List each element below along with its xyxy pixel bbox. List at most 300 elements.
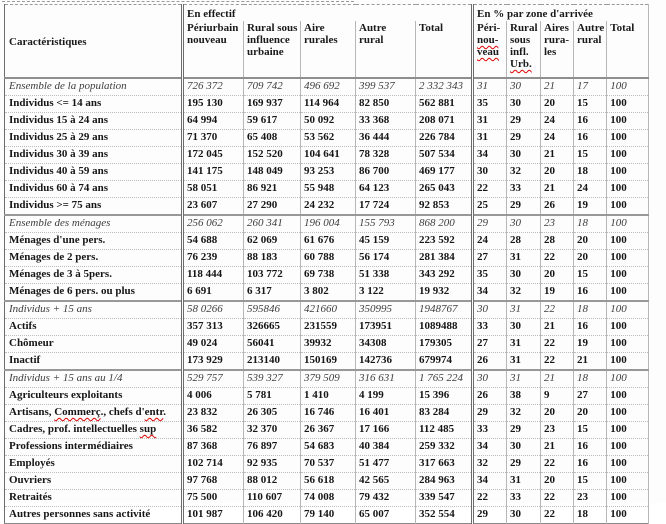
count-cell: 36 582 — [183, 422, 244, 439]
percent-cell: 29 — [473, 215, 507, 233]
column-header: Total — [607, 21, 649, 78]
percent-cell: 34 — [473, 147, 507, 164]
row-label: Agriculteurs exploitants — [5, 388, 183, 405]
percent-cell: 23 — [541, 215, 574, 233]
count-cell: 64 123 — [356, 181, 416, 198]
spellcheck-word: Commerç — [54, 406, 101, 418]
count-cell: 64 994 — [183, 113, 244, 130]
count-cell: 196 004 — [301, 215, 356, 233]
percent-cell: 29 — [473, 507, 507, 524]
row-label: Individus + 15 ans — [5, 301, 183, 319]
percent-cell: 100 — [607, 336, 649, 353]
percent-cell: 33 — [473, 422, 507, 439]
count-cell: 23 607 — [183, 198, 244, 216]
percent-cell: 22 — [541, 456, 574, 473]
table-body — [5, 78, 649, 524]
percent-cell: 31 — [473, 78, 507, 96]
count-cell: 1 410 — [301, 388, 356, 405]
percent-cell: 22 — [541, 336, 574, 353]
row-label: Ménages d'une pers. — [5, 233, 183, 250]
column-header: Rural sous influence urbaine — [244, 21, 301, 78]
count-cell: 3 802 — [301, 284, 356, 302]
percent-cell: 29 — [473, 405, 507, 422]
percent-cell: 100 — [607, 319, 649, 336]
count-cell: 76 239 — [183, 250, 244, 267]
percent-cell: 15 — [574, 147, 607, 164]
count-cell: 51 477 — [356, 456, 416, 473]
count-cell: 54 683 — [301, 439, 356, 456]
percent-cell: 16 — [574, 456, 607, 473]
count-cell: 281 384 — [416, 250, 473, 267]
row-label: Individus 60 à 74 ans — [5, 181, 183, 198]
count-cell: 86 700 — [356, 164, 416, 181]
count-cell: 16 401 — [356, 405, 416, 422]
table-row — [5, 490, 649, 507]
row-label: Individus 40 à 59 ans — [5, 164, 183, 181]
percent-cell: 22 — [541, 353, 574, 371]
count-cell: 1 765 224 — [416, 370, 473, 388]
percent-cell: 23 — [574, 490, 607, 507]
count-cell: 58 051 — [183, 181, 244, 198]
count-cell: 726 372 — [183, 78, 244, 96]
count-cell: 86 921 — [244, 181, 301, 198]
count-cell: 69 738 — [301, 267, 356, 284]
count-cell: 172 045 — [183, 147, 244, 164]
count-cell: 34308 — [356, 336, 416, 353]
count-cell: 3 122 — [356, 284, 416, 302]
table-row — [5, 439, 649, 456]
row-label: Ensemble de la population — [5, 78, 183, 96]
percent-cell: 100 — [607, 198, 649, 216]
percent-cell: 100 — [607, 181, 649, 198]
percent-cell: 33 — [507, 490, 541, 507]
table-row — [5, 319, 649, 336]
count-cell: 27 290 — [244, 198, 301, 216]
percent-cell: 31 — [507, 301, 541, 319]
count-cell: 54 688 — [183, 233, 244, 250]
count-cell: 61 676 — [301, 233, 356, 250]
count-cell: 231559 — [301, 319, 356, 336]
count-cell: 51 338 — [356, 267, 416, 284]
percent-cell: 29 — [507, 422, 541, 439]
percent-cell: 19 — [574, 198, 607, 216]
statistics-table — [4, 4, 649, 524]
percent-cell: 29 — [507, 130, 541, 147]
spellcheck-word: nou- — [477, 34, 499, 46]
table-row — [5, 96, 649, 113]
count-cell: 595846 — [244, 301, 301, 319]
table-row — [5, 301, 649, 319]
percent-cell: 19 — [541, 284, 574, 302]
percent-cell: 20 — [574, 250, 607, 267]
percent-cell: 100 — [607, 507, 649, 524]
count-cell: 50 092 — [301, 113, 356, 130]
percent-cell: 21 — [541, 147, 574, 164]
table-row — [5, 164, 649, 181]
count-cell: 75 500 — [183, 490, 244, 507]
count-cell: 45 159 — [356, 233, 416, 250]
percent-cell: 17 — [574, 78, 607, 96]
percent-cell: 100 — [607, 456, 649, 473]
percent-cell: 19 — [574, 336, 607, 353]
percent-cell: 29 — [507, 198, 541, 216]
row-label: Individus 30 à 39 ans — [5, 147, 183, 164]
percent-cell: 30 — [507, 215, 541, 233]
table-row — [5, 147, 649, 164]
row-label: Autres personnes sans activité — [5, 507, 183, 524]
percent-cell: 27 — [574, 388, 607, 405]
count-cell: 379 509 — [301, 370, 356, 388]
count-cell: 173951 — [356, 319, 416, 336]
table-row — [5, 233, 649, 250]
percent-cell: 21 — [541, 181, 574, 198]
spellcheck-word: Urb. — [510, 58, 532, 70]
row-label: Actifs — [5, 319, 183, 336]
count-cell: 562 881 — [416, 96, 473, 113]
percent-cell: 27 — [473, 250, 507, 267]
count-cell: 6 691 — [183, 284, 244, 302]
count-cell: 62 069 — [244, 233, 301, 250]
count-cell: 36 444 — [356, 130, 416, 147]
count-cell: 92 935 — [244, 456, 301, 473]
count-cell: 399 537 — [356, 78, 416, 96]
row-label: Artisans, Commerç., chefs d'entr. — [5, 405, 183, 422]
count-cell: 4 199 — [356, 388, 416, 405]
percent-cell: 26 — [473, 353, 507, 371]
count-cell: 469 177 — [416, 164, 473, 181]
percent-cell: 25 — [473, 198, 507, 216]
column-header: Rural sous infl. Urb. — [507, 21, 541, 78]
percent-cell: 100 — [607, 301, 649, 319]
percent-cell: 29 — [507, 113, 541, 130]
percent-cell: 30 — [507, 507, 541, 524]
count-cell: 169 937 — [244, 96, 301, 113]
count-cell: 83 284 — [416, 405, 473, 422]
percent-cell: 20 — [541, 96, 574, 113]
percent-cell: 100 — [607, 353, 649, 371]
count-cell: 88 183 — [244, 250, 301, 267]
table-row — [5, 267, 649, 284]
count-cell: 141 175 — [183, 164, 244, 181]
count-cell: 226 784 — [416, 130, 473, 147]
percent-cell: 24 — [541, 130, 574, 147]
corner-header-caracteristiques: Caractéristiques — [5, 5, 183, 79]
percent-cell: 100 — [607, 96, 649, 113]
count-cell: 317 663 — [416, 456, 473, 473]
percent-cell: 20 — [541, 473, 574, 490]
count-cell: 6 317 — [244, 284, 301, 302]
percent-cell: 32 — [507, 164, 541, 181]
percent-cell: 100 — [607, 439, 649, 456]
row-label: Ménages de 6 pers. ou plus — [5, 284, 183, 302]
count-cell: 173 929 — [183, 353, 244, 371]
count-cell: 16 746 — [301, 405, 356, 422]
percent-cell: 21 — [541, 370, 574, 388]
group-header-percent: En % par zone d'arrivée — [473, 5, 649, 22]
count-cell: 102 714 — [183, 456, 244, 473]
percent-cell: 32 — [507, 405, 541, 422]
count-cell: 256 062 — [183, 215, 244, 233]
column-header: Total — [416, 21, 473, 78]
count-cell: 259 332 — [416, 439, 473, 456]
count-cell: 55 948 — [301, 181, 356, 198]
row-label: Ménages de 3 à 5pers. — [5, 267, 183, 284]
row-label: Chômeur — [5, 336, 183, 353]
percent-cell: 100 — [607, 370, 649, 388]
percent-cell: 30 — [507, 96, 541, 113]
count-cell: 76 897 — [244, 439, 301, 456]
percent-cell: 24 — [473, 233, 507, 250]
table-row — [5, 456, 649, 473]
percent-cell: 26 — [473, 388, 507, 405]
percent-cell: 33 — [507, 181, 541, 198]
row-label: Ménages de 2 pers. — [5, 250, 183, 267]
count-cell: 114 964 — [301, 96, 356, 113]
percent-cell: 18 — [574, 215, 607, 233]
percent-cell: 21 — [541, 319, 574, 336]
row-label: Individus + 15 ans au 1/4 — [5, 370, 183, 388]
percent-cell: 100 — [607, 215, 649, 233]
count-cell: 1948767 — [416, 301, 473, 319]
count-cell: 24 232 — [301, 198, 356, 216]
count-cell: 65 408 — [244, 130, 301, 147]
percent-cell: 31 — [473, 130, 507, 147]
count-cell: 60 788 — [301, 250, 356, 267]
percent-cell: 31 — [473, 113, 507, 130]
count-cell: 65 007 — [356, 507, 416, 524]
percent-cell: 34 — [473, 439, 507, 456]
count-cell: 39932 — [301, 336, 356, 353]
table-row — [5, 405, 649, 422]
percent-cell: 20 — [541, 405, 574, 422]
count-cell: 56 618 — [301, 473, 356, 490]
percent-cell: 28 — [507, 233, 541, 250]
percent-cell: 100 — [607, 78, 649, 96]
percent-cell: 100 — [607, 284, 649, 302]
count-cell: 265 043 — [416, 181, 473, 198]
count-cell: 40 384 — [356, 439, 416, 456]
count-cell: 104 641 — [301, 147, 356, 164]
count-cell: 195 130 — [183, 96, 244, 113]
percent-cell: 100 — [607, 250, 649, 267]
percent-cell: 16 — [574, 284, 607, 302]
count-cell: 56 174 — [356, 250, 416, 267]
percent-cell: 100 — [607, 233, 649, 250]
count-cell: 539 327 — [244, 370, 301, 388]
percent-cell: 15 — [574, 422, 607, 439]
percent-cell: 9 — [541, 388, 574, 405]
count-cell: 59 617 — [244, 113, 301, 130]
count-cell: 74 008 — [301, 490, 356, 507]
count-cell: 213140 — [244, 353, 301, 371]
percent-cell: 20 — [541, 267, 574, 284]
count-cell: 350995 — [356, 301, 416, 319]
count-cell: 529 757 — [183, 370, 244, 388]
column-header: Périurbain nouveau — [183, 21, 244, 78]
percent-cell: 22 — [473, 490, 507, 507]
table-row — [5, 113, 649, 130]
count-cell: 87 368 — [183, 439, 244, 456]
percent-cell: 20 — [541, 164, 574, 181]
count-cell: 82 850 — [356, 96, 416, 113]
count-cell: 32 370 — [244, 422, 301, 439]
column-header: Autre rural — [574, 21, 607, 78]
count-cell: 148 049 — [244, 164, 301, 181]
percent-cell: 22 — [541, 250, 574, 267]
percent-cell: 27 — [473, 336, 507, 353]
row-label: Professions intermédiaires — [5, 439, 183, 456]
percent-cell: 30 — [473, 301, 507, 319]
percent-cell: 21 — [541, 439, 574, 456]
row-label: Individus <= 14 ans — [5, 96, 183, 113]
count-cell: 106 420 — [244, 507, 301, 524]
count-cell: 103 772 — [244, 267, 301, 284]
count-cell: 326665 — [244, 319, 301, 336]
percent-cell: 31 — [507, 250, 541, 267]
count-cell: 4 006 — [183, 388, 244, 405]
table-row — [5, 130, 649, 147]
count-cell: 496 692 — [301, 78, 356, 96]
count-cell: 260 341 — [244, 215, 301, 233]
column-header: Aires rura-les — [541, 21, 574, 78]
percent-cell: 16 — [574, 319, 607, 336]
percent-cell: 38 — [507, 388, 541, 405]
percent-cell: 100 — [607, 147, 649, 164]
count-cell: 17 166 — [356, 422, 416, 439]
count-cell: 421660 — [301, 301, 356, 319]
percent-cell: 30 — [507, 147, 541, 164]
percent-cell: 18 — [574, 507, 607, 524]
row-label: Individus 15 à 24 ans — [5, 113, 183, 130]
count-cell: 23 832 — [183, 405, 244, 422]
count-cell: 679974 — [416, 353, 473, 371]
row-label: Retraités — [5, 490, 183, 507]
count-cell: 56041 — [244, 336, 301, 353]
count-cell: 155 793 — [356, 215, 416, 233]
table-row — [5, 181, 649, 198]
row-label: Inactif — [5, 353, 183, 371]
count-cell: 343 292 — [416, 267, 473, 284]
percent-cell: 100 — [607, 490, 649, 507]
count-cell: 71 370 — [183, 130, 244, 147]
percent-cell: 15 — [574, 267, 607, 284]
percent-cell: 32 — [507, 284, 541, 302]
percent-cell: 18 — [574, 164, 607, 181]
count-cell: 101 987 — [183, 507, 244, 524]
count-cell: 88 012 — [244, 473, 301, 490]
percent-cell: 15 — [574, 96, 607, 113]
count-cell: 507 534 — [416, 147, 473, 164]
row-label: Ensemble des ménages — [5, 215, 183, 233]
percent-cell: 100 — [607, 130, 649, 147]
count-cell: 15 396 — [416, 388, 473, 405]
count-cell: 868 200 — [416, 215, 473, 233]
count-cell: 5 781 — [244, 388, 301, 405]
percent-cell: 30 — [507, 319, 541, 336]
count-cell: 53 562 — [301, 130, 356, 147]
percent-cell: 18 — [574, 301, 607, 319]
group-header-row — [5, 5, 649, 22]
percent-cell: 24 — [541, 113, 574, 130]
count-cell: 284 963 — [416, 473, 473, 490]
percent-cell: 16 — [574, 130, 607, 147]
percent-cell: 16 — [574, 439, 607, 456]
percent-cell: 32 — [473, 456, 507, 473]
count-cell: 2 332 343 — [416, 78, 473, 96]
count-cell: 709 742 — [244, 78, 301, 96]
percent-cell: 21 — [574, 353, 607, 371]
count-cell: 42 565 — [356, 473, 416, 490]
percent-cell: 30 — [507, 439, 541, 456]
table-row — [5, 388, 649, 405]
table-row — [5, 250, 649, 267]
percent-cell: 31 — [507, 473, 541, 490]
count-cell: 150169 — [301, 353, 356, 371]
row-label: Ouvriers — [5, 473, 183, 490]
percent-cell: 30 — [507, 78, 541, 96]
table-row — [5, 336, 649, 353]
table-row — [5, 198, 649, 216]
percent-cell: 23 — [541, 422, 574, 439]
table-row — [5, 284, 649, 302]
count-cell: 79 432 — [356, 490, 416, 507]
table-row — [5, 353, 649, 371]
spellcheck-word: veau — [477, 46, 499, 58]
percent-cell: 100 — [607, 113, 649, 130]
column-header: Autre rural — [356, 21, 416, 78]
percent-cell: 20 — [574, 233, 607, 250]
table-row — [5, 215, 649, 233]
percent-cell: 100 — [607, 405, 649, 422]
count-cell: 97 768 — [183, 473, 244, 490]
table-row — [5, 473, 649, 490]
count-cell: 19 932 — [416, 284, 473, 302]
percent-cell: 22 — [541, 507, 574, 524]
count-cell: 1089488 — [416, 319, 473, 336]
percent-cell: 30 — [473, 164, 507, 181]
table-row — [5, 78, 649, 96]
count-cell: 26 305 — [244, 405, 301, 422]
percent-cell: 30 — [473, 370, 507, 388]
count-cell: 78 328 — [356, 147, 416, 164]
row-label: Individus >= 75 ans — [5, 198, 183, 216]
row-label: Cadres, prof. intellectuelles sup — [5, 422, 183, 439]
count-cell: 118 444 — [183, 267, 244, 284]
row-label: Employés — [5, 456, 183, 473]
group-header-effectif: En effectif — [183, 5, 473, 22]
percent-cell: 34 — [473, 284, 507, 302]
table-row — [5, 422, 649, 439]
count-cell: 70 537 — [301, 456, 356, 473]
percent-cell: 100 — [607, 422, 649, 439]
percent-cell: 30 — [507, 267, 541, 284]
count-cell: 316 631 — [356, 370, 416, 388]
count-cell: 17 724 — [356, 198, 416, 216]
percent-cell: 15 — [574, 473, 607, 490]
percent-cell: 100 — [607, 164, 649, 181]
percent-cell: 29 — [507, 456, 541, 473]
percent-cell: 31 — [507, 353, 541, 371]
percent-cell: 100 — [607, 267, 649, 284]
table-row — [5, 507, 649, 524]
percent-cell: 22 — [541, 301, 574, 319]
percent-cell: 21 — [541, 78, 574, 96]
count-cell: 110 607 — [244, 490, 301, 507]
percent-cell: 33 — [473, 319, 507, 336]
count-cell: 339 547 — [416, 490, 473, 507]
count-cell: 79 140 — [301, 507, 356, 524]
count-cell: 33 368 — [356, 113, 416, 130]
